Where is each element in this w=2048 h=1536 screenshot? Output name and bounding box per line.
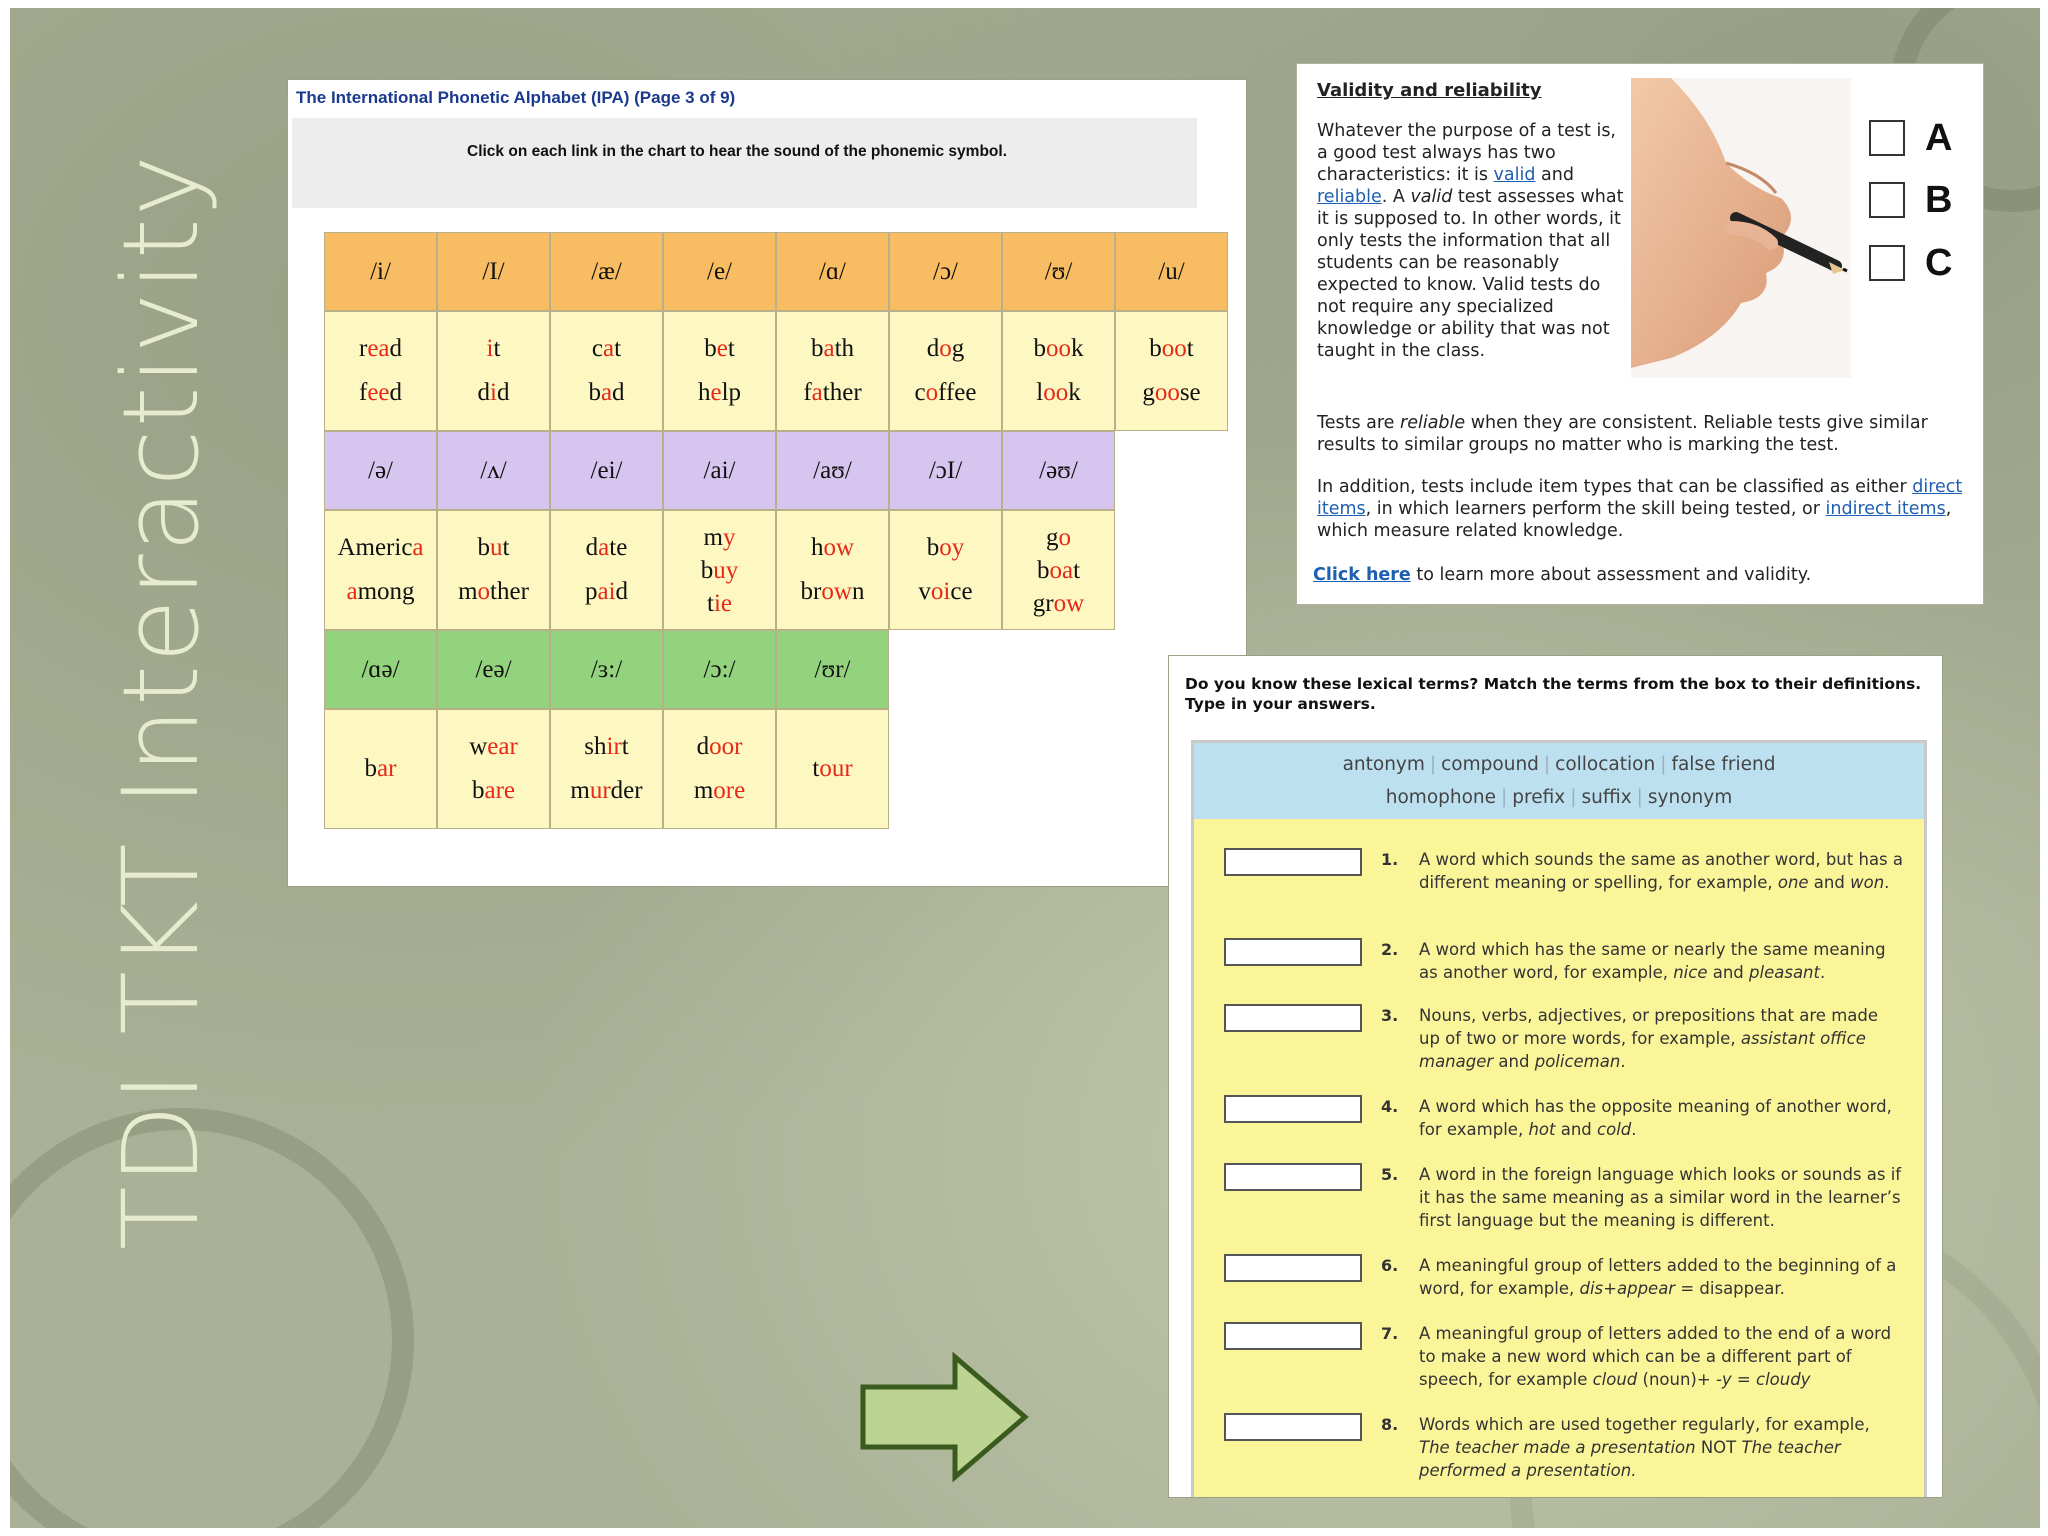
ipa-example-cell xyxy=(776,510,889,630)
example-word: bad xyxy=(588,379,625,406)
ipa-instruction-box xyxy=(292,118,1197,208)
example-word: feed xyxy=(358,379,403,406)
question-number: 8. xyxy=(1381,1415,1399,1434)
next-arrow-icon[interactable] xyxy=(860,1352,1030,1482)
word-bank-term: antonym xyxy=(1342,754,1425,775)
answer-input[interactable] xyxy=(1224,848,1362,876)
example-word: more xyxy=(693,777,746,804)
question-definition: Words which are used together regularly, for example, The teacher made a presentation NOT The teacher performed a presentation. xyxy=(1419,1415,1870,1480)
ipa-symbol-link[interactable]: /I/ xyxy=(437,232,550,311)
example-word: coffee xyxy=(914,379,977,406)
example-word: boat xyxy=(1036,556,1081,584)
example-word: bet xyxy=(704,335,735,362)
question-number: 1. xyxy=(1381,850,1399,869)
ipa-example-cell xyxy=(437,311,550,431)
word-bank-term: prefix xyxy=(1512,787,1566,808)
question-definition: A word which has the same or nearly the same meaning as another word, for example, nice and pleasant. xyxy=(1419,940,1886,982)
example-word: dog xyxy=(926,335,965,362)
ipa-example-cell xyxy=(437,510,550,630)
ipa-instruction: Click on each link in the chart to hear the sound of the phonemic symbol. xyxy=(467,143,1007,160)
example-word: goose xyxy=(1142,379,1201,406)
example-word: mother xyxy=(458,578,529,605)
validity-paragraph: Tests are reliable when they are consistent. Reliable tests give similar results to similar groups no matter who is marking the test. xyxy=(1317,413,1928,455)
example-word: cat xyxy=(591,335,622,362)
text-link[interactable]: valid xyxy=(1493,165,1536,185)
ipa-example-cell xyxy=(550,709,663,829)
answer-input[interactable] xyxy=(1224,1004,1362,1032)
question-definition: A meaningful group of letters added to the beginning of a word, for example, dis+appear = disappear. xyxy=(1419,1256,1897,1298)
question-number: 4. xyxy=(1381,1097,1399,1116)
ipa-symbol-link[interactable]: /ɔI/ xyxy=(889,431,1002,510)
example-word: how xyxy=(810,534,855,561)
ipa-symbol-link[interactable]: /i/ xyxy=(324,232,437,311)
ipa-symbol-link[interactable]: /ɔ/ xyxy=(889,232,1002,311)
question-definition: Nouns, verbs, adjectives, or prepositions that are made up of two or more words, for example, assistant office manager and policeman. xyxy=(1419,1006,1879,1071)
ipa-example-cell xyxy=(889,510,1002,630)
example-word: bath xyxy=(810,335,855,362)
option-c-label: C xyxy=(1925,242,1953,284)
ipa-example-cell xyxy=(550,510,663,630)
example-word: buy xyxy=(700,556,739,584)
example-word: bar xyxy=(364,755,397,782)
word-bank-term: synonym xyxy=(1647,787,1733,808)
ipa-example-cell xyxy=(889,311,1002,431)
word-bank-term: compound xyxy=(1441,754,1539,775)
example-word: bare xyxy=(471,777,516,804)
ipa-example-cell xyxy=(1115,311,1228,431)
lexical-exercise xyxy=(1191,740,1927,1497)
example-word: shirt xyxy=(584,733,629,760)
example-word: did xyxy=(477,379,510,406)
slide-title: TDI TKT Interactivity xyxy=(100,152,222,1250)
ipa-symbol-link[interactable]: /ʊr/ xyxy=(776,630,889,709)
example-word: book xyxy=(1033,335,1084,362)
word-bank-term: collocation xyxy=(1555,754,1656,775)
question-number: 3. xyxy=(1381,1006,1399,1025)
example-word: America xyxy=(337,534,424,561)
ipa-symbol-link[interactable]: /u/ xyxy=(1115,232,1228,311)
ipa-symbol-link[interactable]: /ei/ xyxy=(550,431,663,510)
option-a-label: A xyxy=(1925,117,1953,159)
ipa-symbol-row xyxy=(324,232,1228,311)
ipa-example-cell xyxy=(776,311,889,431)
ipa-example-cell xyxy=(324,510,437,630)
ipa-example-cell xyxy=(663,510,776,630)
text-link[interactable]: indirect items xyxy=(1825,499,1946,519)
answer-input[interactable] xyxy=(1224,1413,1362,1441)
ipa-symbol-link[interactable]: /æ/ xyxy=(550,232,663,311)
ipa-example-cell xyxy=(1002,311,1115,431)
text-link[interactable]: reliable xyxy=(1317,187,1382,207)
example-word: voice xyxy=(918,578,973,605)
example-word: grow xyxy=(1032,589,1085,617)
validity-paragraph: Whatever the purpose of a test is, a good test always has two characteristics: it is valid and reliable. A valid test assesses what it is supposed to. In other words, it only tests the information that all students can be reasonably expected to know. Valid tests do not require any specialized knowledge or ability that was not taught in the class. xyxy=(1317,121,1624,361)
validity-panel xyxy=(1296,63,1984,605)
option-b-checkbox[interactable] xyxy=(1869,182,1905,218)
ipa-page-title: The International Phonetic Alphabet (IPA) (Page 3 of 9) xyxy=(296,88,736,107)
ipa-symbol-link[interactable]: /ɜ:/ xyxy=(550,630,663,709)
answer-input[interactable] xyxy=(1224,1254,1362,1282)
example-word: read xyxy=(358,335,403,362)
ipa-symbol-link[interactable]: /ɑ/ xyxy=(776,232,889,311)
example-word: murder xyxy=(570,777,643,804)
lexical-instruction: Do you know these lexical terms? Match the terms from the box to their definitions. Type in your answers. xyxy=(1185,675,1922,713)
ipa-example-row xyxy=(324,510,1115,630)
option-b-label: B xyxy=(1925,179,1953,221)
ipa-example-cell xyxy=(663,709,776,829)
ipa-symbol-link[interactable]: /e/ xyxy=(663,232,776,311)
ipa-example-cell xyxy=(437,709,550,829)
ipa-symbol-link[interactable]: /əʊ/ xyxy=(1002,431,1115,510)
ipa-symbol-link[interactable]: /aʊ/ xyxy=(776,431,889,510)
ipa-symbol-link[interactable]: /ai/ xyxy=(663,431,776,510)
ipa-symbol-link[interactable]: /ɔ:/ xyxy=(663,630,776,709)
option-a-checkbox[interactable] xyxy=(1869,120,1905,156)
ipa-symbol-link[interactable]: /ʊ/ xyxy=(1002,232,1115,311)
example-word: brown xyxy=(800,578,865,605)
question-number: 2. xyxy=(1381,940,1399,959)
ipa-example-cell xyxy=(550,311,663,431)
example-word: it xyxy=(486,335,501,362)
example-word: tour xyxy=(812,755,853,782)
validity-title: Validity and reliability xyxy=(1317,80,1542,101)
answer-input[interactable] xyxy=(1224,1163,1362,1191)
answer-input[interactable] xyxy=(1224,938,1362,966)
example-word: boot xyxy=(1149,335,1194,362)
ipa-symbol-link[interactable]: /eə/ xyxy=(437,630,550,709)
option-b[interactable] xyxy=(1869,179,1953,221)
ipa-example-cell xyxy=(324,709,437,829)
example-word: my xyxy=(703,523,736,551)
example-word: tie xyxy=(707,589,732,617)
question-definition: A word in the foreign language which looks or sounds as if it has the same meaning as a similar word in the learner’s first language but the meaning is different. xyxy=(1419,1165,1902,1230)
option-c-checkbox[interactable] xyxy=(1869,245,1905,281)
ipa-example-cell xyxy=(663,311,776,431)
ipa-symbol-row xyxy=(324,630,889,709)
ipa-example-row xyxy=(324,311,1228,431)
ipa-panel xyxy=(287,79,1247,887)
click-here-link[interactable]: Click here xyxy=(1313,565,1411,585)
example-word: among xyxy=(346,578,415,605)
ipa-symbol-link[interactable]: /ɑə/ xyxy=(324,630,437,709)
example-word: help xyxy=(697,379,742,406)
question-definition: A meaningful group of letters added to the end of a word to make a new word which can be a different part of speech, for example cloud (noun)+ -y = cloudy xyxy=(1419,1324,1892,1389)
ipa-symbol-link[interactable]: /ə/ xyxy=(324,431,437,510)
ipa-example-row xyxy=(324,709,889,829)
ipa-symbol-row xyxy=(324,431,1115,510)
question-definition: A word which has the opposite meaning of another word, for example, hot and cold. xyxy=(1419,1097,1892,1139)
example-word: father xyxy=(803,379,862,406)
question-number: 7. xyxy=(1381,1324,1399,1343)
example-word: but xyxy=(477,534,510,561)
ipa-symbol-link[interactable]: /ʌ/ xyxy=(437,431,550,510)
question-number: 5. xyxy=(1381,1165,1399,1184)
answer-input[interactable] xyxy=(1224,1322,1362,1350)
ipa-example-cell xyxy=(1002,510,1115,630)
word-bank-term: suffix xyxy=(1581,787,1632,808)
example-word: wear xyxy=(469,733,518,760)
answer-input[interactable] xyxy=(1224,1095,1362,1123)
option-a[interactable] xyxy=(1869,117,1953,159)
ipa-example-cell xyxy=(776,709,889,829)
example-word: look xyxy=(1036,379,1081,406)
hand-with-pencil-icon xyxy=(1631,78,1851,378)
question-number: 6. xyxy=(1381,1256,1399,1275)
example-word: boy xyxy=(926,534,965,561)
lexical-terms-panel xyxy=(1168,655,1943,1498)
text-link[interactable]: direct items xyxy=(1317,477,1963,519)
option-c[interactable] xyxy=(1869,242,1953,284)
validity-paragraph: In addition, tests include item types that can be classified as either direct items, in which learners perform the skill being tested, or indirect items, which measure related knowledge. xyxy=(1317,477,1963,541)
question-definition: A word which sounds the same as another word, but has a different meaning or spelling, for example, one and won. xyxy=(1419,850,1904,892)
example-word: door xyxy=(696,733,743,760)
ipa-example-cell xyxy=(324,311,437,431)
example-word: date xyxy=(585,534,628,561)
example-word: paid xyxy=(584,578,629,605)
word-bank-line: antonym | compound | collocation | false friend xyxy=(1342,754,1776,775)
word-bank xyxy=(1194,743,1924,819)
word-bank-term: homophone xyxy=(1385,787,1497,808)
word-bank-line: homophone | prefix | suffix | synonym xyxy=(1385,787,1733,808)
word-bank-term: false friend xyxy=(1671,754,1776,775)
example-word: go xyxy=(1046,523,1071,551)
validity-paragraph: Click here to learn more about assessment and validity. xyxy=(1313,565,1812,585)
